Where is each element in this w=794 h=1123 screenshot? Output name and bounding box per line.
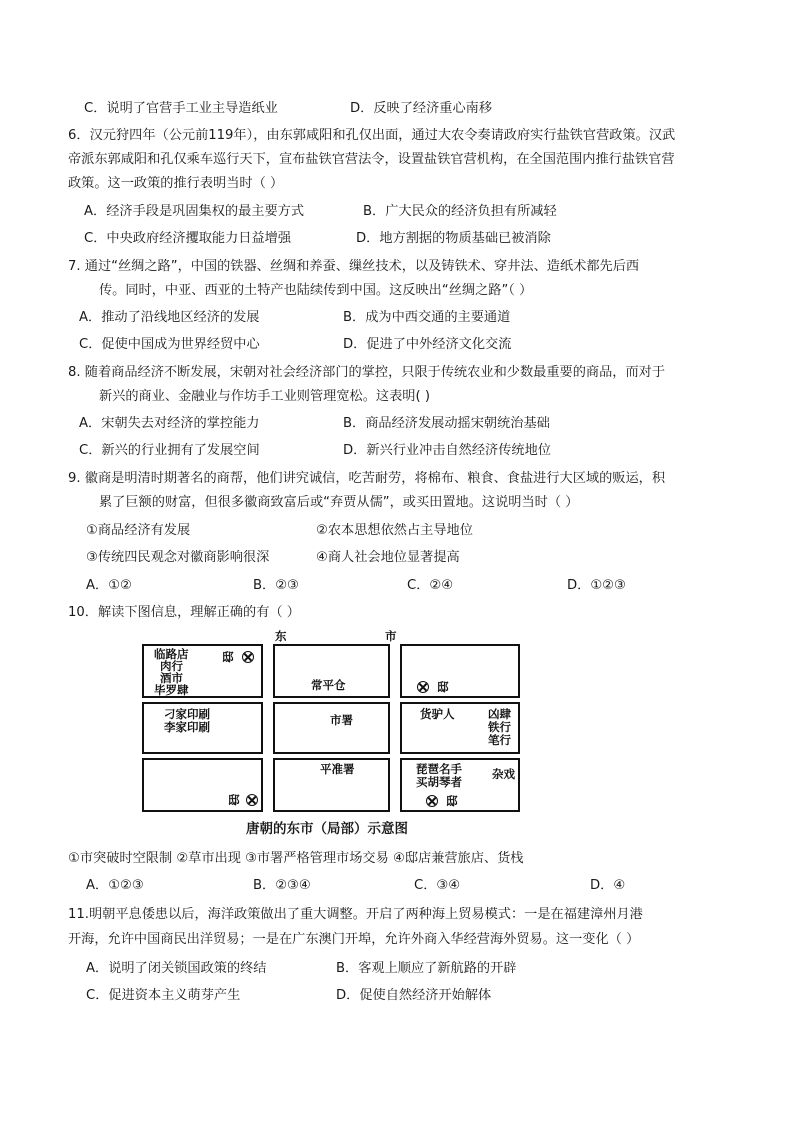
q8-option-c: C．新兴的行业拥有了发展空间	[79, 443, 260, 458]
q6-stem-line-3: 政策。这一政策的推行表明当时（ ）	[68, 176, 284, 191]
map-cell-9	[400, 758, 520, 812]
map-text-diaojia: 刁家印刷	[164, 707, 210, 721]
map-cell-1	[142, 644, 263, 698]
q7-option-a: A．推动了沿线地区经济的发展	[79, 310, 260, 325]
q7-option-c: C．促使中国成为世界经贸中心	[79, 337, 260, 352]
q10-option-d: D．④	[590, 878, 626, 893]
q9-statement-3: ③传统四民观念对徽商影响很深	[86, 550, 270, 565]
map-cell-8	[273, 758, 390, 812]
q9-option-b: B．②③	[253, 578, 299, 593]
q11-stem-line-2: 开海，允许中国商民出洋贸易；一是在广东澳门开埠，允许外商入华经营海外贸易。这一变化（ ）	[68, 932, 640, 947]
q5-option-c: C．说明了官营手工业主导造纸业	[84, 101, 278, 116]
q9-statement-1: ①商品经济有发展	[86, 523, 191, 538]
q11-option-d: D．促使自然经济开始解体	[336, 988, 492, 1003]
q7-option-d: D．促进了中外经济文化交流	[343, 337, 512, 352]
map-label-east: 东	[275, 629, 287, 643]
q9-option-d: D．①②③	[567, 578, 626, 593]
map-text-di: 邸	[437, 680, 449, 694]
map-text-bihang: 笔行	[488, 733, 511, 747]
q9-statement-4: ④商人社会地位显著提高	[316, 550, 460, 565]
map-text-tiehang: 铁行	[488, 720, 511, 734]
map-cell-2	[273, 644, 390, 698]
q7-option-b: B．成为中西交通的主要通道	[343, 310, 511, 325]
q7-stem-line-1: 7. 通过“丝绸之路”，中国的铁器、丝绸和养蚕、缫丝技术，以及铸铁术、穿井法、造纸术都先后西	[68, 259, 640, 274]
map-cell-4	[142, 702, 263, 754]
map-cell-6	[400, 702, 520, 754]
map-text-rouhang: 肉行	[160, 659, 183, 673]
map-text-pingzhunshu: 平准署	[320, 762, 355, 776]
q7-stem-line-2: 传。同时，中亚、西亚的土特产也陆续传到中国。这反映出“丝绸之路”（ ）	[99, 283, 533, 298]
q11-option-b: B．客观上顺应了新航路的开辟	[336, 961, 517, 976]
map-text-huolvren: 货驴人	[420, 707, 455, 721]
q6-stem-line-1: 6．汉元狩四年（公元前119年），由东郭咸阳和孔仅出面，通过大农令奏请政府实行盐铁官营政策。汉武	[68, 128, 676, 143]
q10-stem: 10．解读下图信息，理解正确的有（ ）	[68, 605, 300, 620]
map-label-market: 市	[385, 629, 397, 643]
q6-stem-line-2: 帝派东郭咸阳和孔仅乘车巡行天下，宣布盐铁官营法令，设置盐铁官营机构，在全国范围内推行盐铁官营	[68, 152, 675, 167]
map-text-di: 邸	[446, 794, 458, 808]
map-text-xiongsi: 凶肆	[488, 707, 511, 721]
inn-marker-icon	[417, 681, 429, 693]
q8-stem-line-2: 新兴的商业、金融业与作坊手工业则管理宽松。这表明( )	[99, 389, 430, 404]
q5-option-d: D．反映了经济重心南移	[350, 101, 493, 116]
q10-option-c: C．③④	[414, 878, 461, 893]
map-text-di: 邸	[228, 793, 240, 807]
map-cell-7	[142, 758, 263, 812]
map-text-jiushi: 酒市	[160, 671, 183, 685]
q10-option-a: A．①②③	[86, 878, 144, 893]
q9-option-c: C．②④	[407, 578, 454, 593]
inn-marker-icon	[426, 795, 438, 807]
q9-stem-line-2: 累了巨额的财富，但很多徽商致富后或“弃贾从儒”，或买田置地。这说明当时（ ）	[99, 495, 579, 510]
map-text-biluosi: 毕罗肆	[154, 683, 189, 697]
tang-east-market-map	[140, 630, 530, 842]
q11-option-c: C．促进资本主义萌芽产生	[86, 988, 241, 1003]
q6-option-a: A．经济手段是巩固集权的最主要方式	[84, 204, 305, 219]
q6-option-d: D．地方割据的物质基础已被消除	[356, 231, 551, 246]
map-text-lijia: 李家印刷	[164, 720, 210, 734]
inn-marker-icon	[246, 794, 258, 806]
q8-stem-line-1: 8. 随着商品经济不断发展，宋朝对社会经济部门的掌控，只限于传统农业和少数最重要的商品，而对于	[68, 365, 666, 380]
q10-items: ①市突破时空限制 ②草市出现 ③市署严格管理市场交易 ④邸店兼营旅店、货栈	[68, 851, 524, 866]
q9-stem-line-1: 9. 徽商是明清时期著名的商帮，他们讲究诚信，吃苦耐劳，将棉布、粮食、食盐进行大区域的贩运，积	[68, 471, 666, 486]
map-text-pipa: 琵琶名手	[416, 762, 462, 776]
q8-option-b: B．商品经济发展动摇宋朝统治基础	[343, 416, 550, 431]
q11-stem-line-1: 11.明朝平息倭患以后，海洋政策做出了重大调整。开启了两种海上贸易模式：一是在福建漳州月港	[68, 907, 643, 922]
q6-option-b: B．广大民众的经济负担有所减轻	[363, 204, 557, 219]
inn-marker-icon	[242, 651, 254, 663]
map-cell-5	[273, 702, 390, 754]
map-cell-3	[400, 644, 520, 698]
q10-option-b: B．②③④	[253, 878, 311, 893]
map-text-di: 邸	[222, 650, 234, 664]
q9-statement-2: ②农本思想依然占主导地位	[316, 523, 473, 538]
map-text-zaxi: 杂戏	[492, 767, 515, 781]
map-text-changpingcang: 常平仓	[311, 678, 346, 692]
map-text-huqin: 买胡琴者	[416, 775, 462, 789]
map-text-lindian: 临路店	[154, 647, 189, 661]
q9-option-a: A．①②	[86, 578, 132, 593]
q6-option-c: C．中央政府经济攫取能力日益增强	[84, 231, 292, 246]
q8-option-d: D．新兴行业冲击自然经济传统地位	[343, 443, 551, 458]
map-caption: 唐朝的东市（局部）示意图	[246, 821, 408, 837]
q11-option-a: A．说明了闭关锁国政策的终结	[86, 961, 267, 976]
q8-option-a: A．宋朝失去对经济的掌控能力	[79, 416, 260, 431]
map-text-shishu: 市署	[330, 713, 353, 727]
